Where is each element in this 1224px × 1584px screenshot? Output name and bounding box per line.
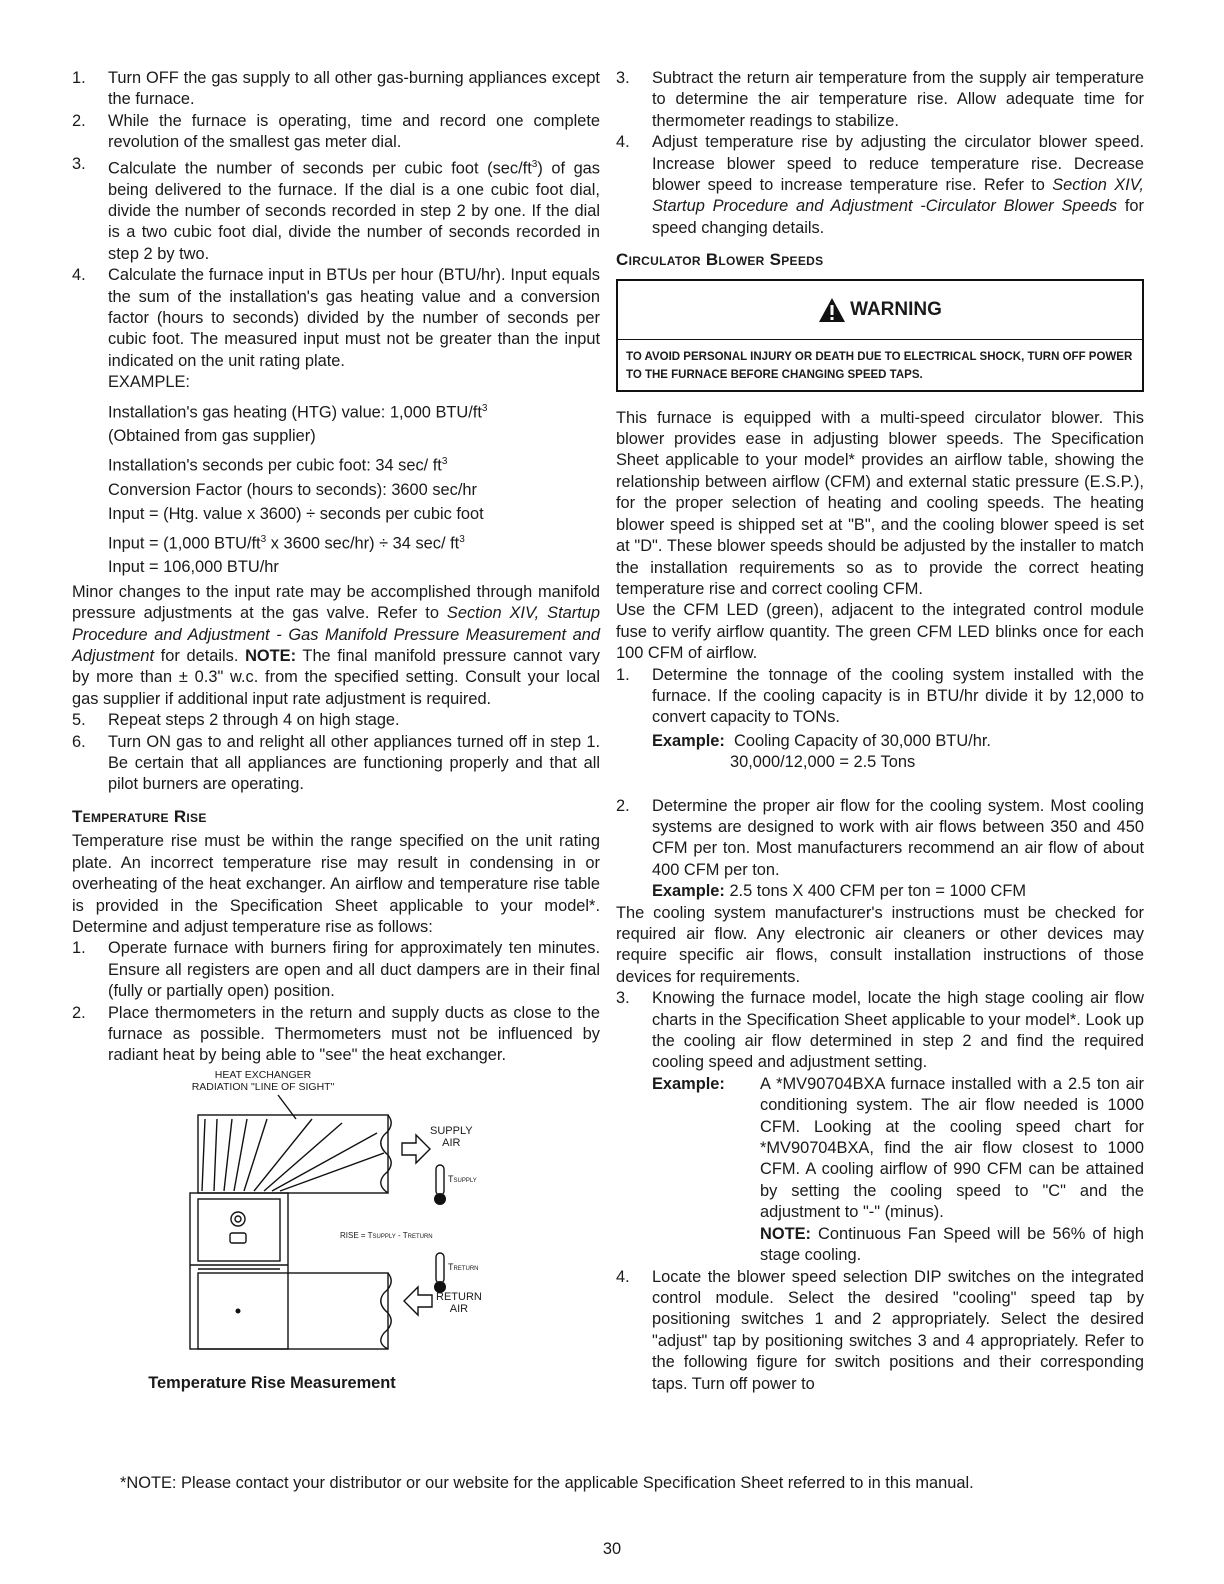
- t-supply-label: TSUPPLY: [448, 1173, 477, 1184]
- list-number: 2.: [72, 111, 86, 130]
- list-item: 3. Subtract the return air temperature from the supply air temperature to determine the air temperature rise. Allow adequate time for thermometer readings to stabilize.: [616, 69, 1144, 130]
- list-item: 1. Operate furnace with burners firing for approximately ten minutes. Ensure all registers are open and all duct dampers are in their final (fully or partially open) position.: [72, 939, 600, 1001]
- list-item: 1. Determine the tonnage of the cooling system installed with the furnace. If the cooling capacity is in BTU/hr divide it by 12,000 to convert capacity to TONs.: [616, 665, 1144, 727]
- heat-exchanger-label: HEAT EXCHANGER RADIATION "LINE OF SIGHT": [191, 1068, 335, 1093]
- left-column: [72, 68, 600, 1403]
- temperature-rise-intro: Temperature rise must be within the range specified on the unit rating plate. An incorrect temperature rise may result in condensing in or overheating of the heat exchanger. An airflow and temperature rise table is provided in the Specification Sheet applicable to your model*. Determine and adjust temperature rise as follows:: [72, 832, 600, 936]
- return-air-label: RETURN AIR: [436, 1290, 482, 1315]
- list-text: Turn OFF the gas supply to all other gas-burning appliances except the furnace.: [108, 69, 600, 109]
- rise-formula: RISE = TSUPPLY - TRETURN: [340, 1230, 433, 1240]
- warning-title: WARNING: [850, 298, 942, 320]
- list-item: 4. Locate the blower speed selection DIP switches on the integrated control module. Select the desired "cooling" speed tap by positioning switches 1 and 2 appropriately. Select the desired "adjust" tap by positioning switches 3 and 4 appropriately. Refer to the following figure for switch positions and their corresponding taps. Turn off power to: [616, 1267, 1144, 1393]
- list-item: 5. Repeat steps 2 through 4 on high stage.: [72, 711, 400, 730]
- right-column: [616, 68, 1144, 1395]
- example-1: Example: Cooling Capacity of 30,000 BTU/hr. 30,000/12,000 = 2.5 Tons: [652, 731, 991, 772]
- list-number: 1.: [72, 69, 86, 87]
- list-item: 3. Knowing the furnace model, locate the high stage cooling air flow charts in the Specification Sheet applicable to your model*. Look up the cooling air flow determined in step 2 and find the required cooling speed and adjustment setting.: [616, 989, 1144, 1072]
- warning-text: TO AVOID PERSONAL INJURY OR DEATH DUE TO ELECTRICAL SHOCK, TURN OFF POWER TO THE FURNACE BEFORE CHANGING SPEED TAPS.: [626, 350, 1133, 381]
- diagram-caption: Temperature Rise Measurement: [148, 1373, 396, 1392]
- warning-header: [618, 281, 1142, 340]
- example-block: EXAMPLE: Installation's gas heating (HTG) value: 1,000 BTU/$ft^3$ (Obtained from gas supplier) Installation's seconds per cubic foot: 34 sec/ $ft^3$ Conversion Factor (hours to seconds): 3600 sec/hr Input = (Htg. value x 3600) ÷ seconds per cubic foot Input = (1,000 BTU/$ft^3$ x 3600 sec/hr) ÷ 34 sec/ $ft^3$ Input = 106,000 BTU/hr: [72, 372, 600, 579]
- temperature-rise-diagram: [72, 1068, 600, 1403]
- list-text: Calculate the furnace input in BTUs per hour (BTU/hr). Input equals the sum of the installation's gas heating value and a conversion factor (hours to seconds) divided by the number of seconds per cubic foot. The measured input must not be greater than the input indicated on the unit rating plate.: [108, 266, 600, 370]
- t-return-label: TRETURN: [448, 1261, 479, 1272]
- list-text: While the furnace is operating, time and record one complete revolution of the smallest gas meter dial.: [108, 111, 600, 152]
- list-item: [72, 265, 600, 372]
- list-item: [72, 111, 600, 154]
- list-item: 6. Turn ON gas to and relight all other appliances turned off in step 1. Be certain that all appliances are functioning properly and that all pilot burners are operating.: [72, 732, 600, 794]
- supply-duct: [198, 1115, 388, 1193]
- example-label: EXAMPLE:: [108, 373, 190, 392]
- list-item: [72, 68, 600, 111]
- page-number: 30: [602, 1540, 622, 1558]
- blower-paragraph: This furnace is equipped with a multi-speed circulator blower. This blower provides ease in adjusting blower speeds. The Specification Sheet applicable to your model* provides an airflow table, showing the relationship between airflow (CFM) and external static pressure (E.S.P.), for the proper selection of heating and cooling speeds. The heating blower speed is shipped set at "B", and the cooling blower speed is set at "D". These blower speeds should be adjusted by the installer to match the installation requirements so as to provide the correct heating temperature rise and correct cooling CFM.: [616, 408, 1144, 598]
- furnace-diagram-svg: [72, 1073, 600, 1373]
- minor-changes-paragraph: Minor changes to the input rate may be accomplished through manifold pressure adjustments at the gas valve. Refer to Section XIV, Startup Procedure and Adjustment - Gas Manifold Pressure Measurement and Adjustment for details. NOTE: The final manifold pressure cannot vary by more than ± 0.3" w.c. from the specified setting. Consult your local gas supplier if additional input rate adjustment is required.: [72, 582, 600, 708]
- cfm-led-paragraph: Use the CFM LED (green), adjacent to the integrated control module fuse to verify airflow quantity. The green CFM LED blinks once for each 100 CFM of airflow.: [616, 601, 1144, 663]
- manufacturer-paragraph: The cooling system manufacturer's instructions must be checked for required air flow. Any electronic air cleaners or other devices may require specific air flows, consult installation instructions of those devices for requirements.: [616, 903, 1144, 986]
- list-item: 4. Adjust temperature rise by adjusting the circulator blower speed. Increase blower speed to reduce temperature rise. Decrease blower speed to increase temperature rise. Refer to Section XIV, Startup Procedure and Adjustment -Circulator Blower Speeds for speed changing details.: [616, 133, 1144, 237]
- warning-triangle-icon: [818, 297, 846, 323]
- list-item: [72, 154, 600, 266]
- footnote: *NOTE: Please contact your distributor or our website for the applicable Specification Sheet referred to in this manual.: [120, 1474, 974, 1492]
- list-number: 3.: [72, 154, 86, 173]
- list-number: 4.: [72, 266, 86, 285]
- temperature-rise-heading: Temperature Rise: [72, 806, 207, 826]
- return-duct: [198, 1273, 388, 1349]
- warning-box: [616, 279, 1144, 392]
- list-text: Calculate the number of seconds per cubic foot $(\sec/ft^3)$ of gas being delivered to the furnace. If the dial is a one cubic foot dial, divide the number of seconds recorded in step 2 by one. If the dial is a two cubic foot dial, divide the number of seconds recorded in step 2 by two.: [108, 158, 600, 263]
- supply-air-label: SUPPLY AIR: [430, 1124, 473, 1149]
- example-3: Example: A *MV90704BXA furnace installed with a 2.5 ton air conditioning system. The air flow needed is 1000 CFM. Looking at the cooling speed chart for *MV90704BXA, find the air flow closest to 1000 CFM. A cooling airflow of 990 CFM can be attained by setting the cooling speed to "C" and the adjustment to "-" (minus). NOTE: Continuous Fan Speed will be 56% of high stage cooling.: [652, 1074, 1144, 1265]
- example-2: Example: 2.5 tons X 400 CFM per ton = 1000 CFM: [652, 882, 1026, 901]
- circulator-blower-heading: Circulator Blower Speeds: [616, 250, 824, 270]
- list-item: 2. Place thermometers in the return and supply ducts as close to the furnace as possible. Thermometers must not be influenced by radiant heat by being able to "see" the heat exchanger.: [72, 1003, 600, 1065]
- list-item: 2. Determine the proper air flow for the cooling system. Most cooling systems are designed to work with air flows between 350 and 450 CFM per ton. Most manufacturers recommend an air flow of about 400 CFM per ton.: [616, 796, 1144, 879]
